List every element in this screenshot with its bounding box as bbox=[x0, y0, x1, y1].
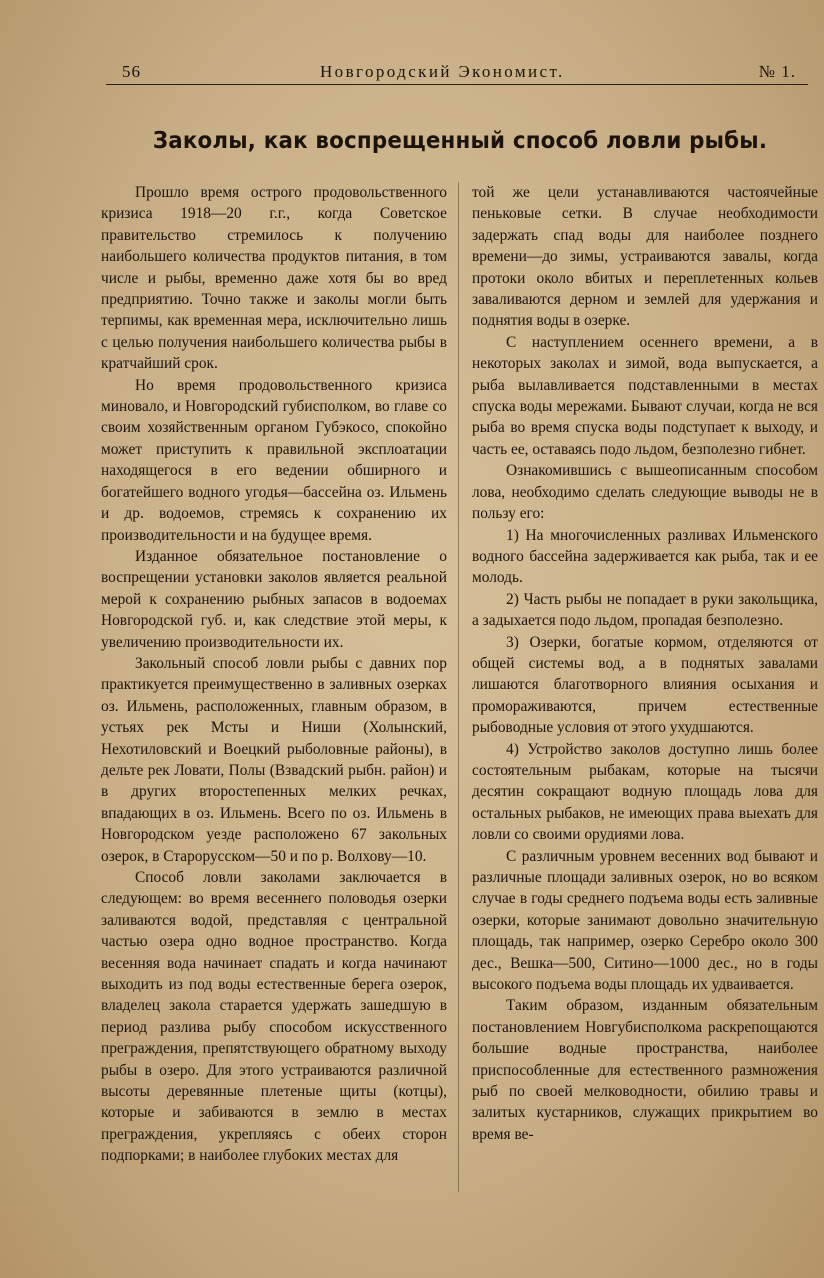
issue-number: № 1. bbox=[758, 62, 796, 81]
page-number: 56 bbox=[122, 62, 141, 81]
running-header bbox=[106, 62, 806, 84]
article-title: Заколы, как воспрещенный способ ловли рыбы. bbox=[152, 128, 768, 154]
paragraph: той же цели устанавливаются частоячейные пеньковые сетки. В случае необходимости задержать спад воды для наиболее позднего времени—до зимы, устраиваются завалы, когда протоки около вбитых и переплетенных кольев заваливаются дерном и землей для удержания и поднятия воды в озерке. bbox=[472, 184, 818, 330]
header-rule bbox=[106, 84, 808, 85]
paragraph: Но время продовольственного кризиса миновало, и Новгородский губисполком, во главе со своим хозяйственным органом Губэкосо, спокойно может приступить к правильной эксплоатации находящегося в его ведении обширного и богатейшего водного угодья—бассейна оз. Ильмень и др. водоемов, стремясь к сохранению их производительности и на будущее время. bbox=[101, 376, 447, 544]
list-item: 4) Устройство заколов доступно лишь более состоятельным рыбакам, которые на тысячи десятин сокращают водную площадь лова для остальных рыбаков, не имеющих права выехать для ловли со своими орудиями лова. bbox=[472, 740, 818, 844]
left-column bbox=[101, 182, 447, 1202]
paragraph: Закольный способ ловли рыбы с давних пор практикуется преимущественно в заливных озерках оз. Ильмень, расположенных, главным образом, в устьях рек Мсты и Ниши (Холынский, Нехотиловский и Воецкий рыболовные районы), в дельте рек Ловати, Полы (Взвадский рыбн. район) и в других второстепенных мелких речках, впадающих в оз. Ильмень. Всего по оз. Ильмень в Новгородском уезде расположено 67 закольных озерок, в Старорусском—50 и по р. Волхову—10. bbox=[101, 654, 447, 865]
paragraph: Способ ловли заколами заключается в следующем: во время весеннего половодья озерки заливаются водой, представляя с центральной частью озера одно водное пространство. Когда весенняя вода начинает спадать и когда начинают выходить из под воды естественные берега озерок, владелец закола старается удержать зашедшую в период разлива рыбу способом искусственного преграждения, препятствующего обратному выходу рыбы в озеро. Для этого устраиваются различной высоты деревянные плетеные щиты (котцы), которые и забиваются в землю в местах преграждения, укрепляясь с обеих сторон подпорками; в наиболее глубоких местах для bbox=[101, 869, 447, 1165]
paragraph: Прошло время острого продовольственного кризиса 1918—20 г.г., когда Советское правительство стремилось к получению наибольшего количества продуктов питания, в том числе и рыбы, временно даже хотя бы во вред предприятию. Точно также и заколы могли быть терпимы, как временная мера, исключительно лишь с целью получения наибольшего количества рыбы в кратчайший срок. bbox=[101, 184, 447, 373]
list-item: 1) На многочисленных разливах Ильменского водного бассейна задерживается как рыба, так и ее молодь. bbox=[472, 526, 818, 587]
list-item: 3) Озерки, богатые кормом, отделяются от общей системы вод, а в поднятых завалами лишаются благотворного влияния осыхания и проморaживаются, причем естественные рыбоводные условия от этого ухудшаются. bbox=[472, 633, 818, 737]
paragraph: С наступлением осеннего времени, а в некоторых заколах и зимой, вода выпускается, а рыба вылавливается подставленными в местах спуска воды мережами. Бывают случаи, когда не вся рыба во время спуска воды подступает к выходу, и часть ее, оставаясь подо льдом, безполезно гибнет. bbox=[472, 333, 818, 458]
paragraph: Ознакомившись с вышеописанным способом лова, необходимо сделать следующие выводы не в пользу его: bbox=[472, 462, 818, 523]
journal-title: Новгородский Экономист. bbox=[320, 62, 565, 81]
right-column bbox=[472, 182, 818, 1202]
paragraph: Таким образом, изданным обязательным постановлением Новгубисполкома раскрепощаются большие водные пространства, наиболее приспособленные для естественного размножения рыб по своей мелководности, обилию травы и залитых кустарников, служащих прикрытием во время ве- bbox=[472, 997, 818, 1143]
paragraph: Изданное обязательное постановление о воспрещении установки заколов является реальной мерой к сохранению рыбных запасов в водоемах Новгородской губ. и, как следствие этой меры, к увеличению производительности их. bbox=[101, 547, 447, 651]
list-item: 2) Часть рыбы не попадает в руки закольщика, а задыхается подо льдом, пропадая безполезно. bbox=[472, 590, 818, 630]
column-divider bbox=[458, 182, 459, 1192]
paragraph: С различным уровнем весенних вод бывают и различные площади заливных озерок, но во всяком случае в годы среднего подъема воды есть заливные озерки, которые занимают довольно значительную площадь, так например, озерко Серебро около 300 дес., Вешка—500, Ситино—1000 дес., но в годы высокого подъема воды площадь их удваивается. bbox=[472, 847, 818, 994]
